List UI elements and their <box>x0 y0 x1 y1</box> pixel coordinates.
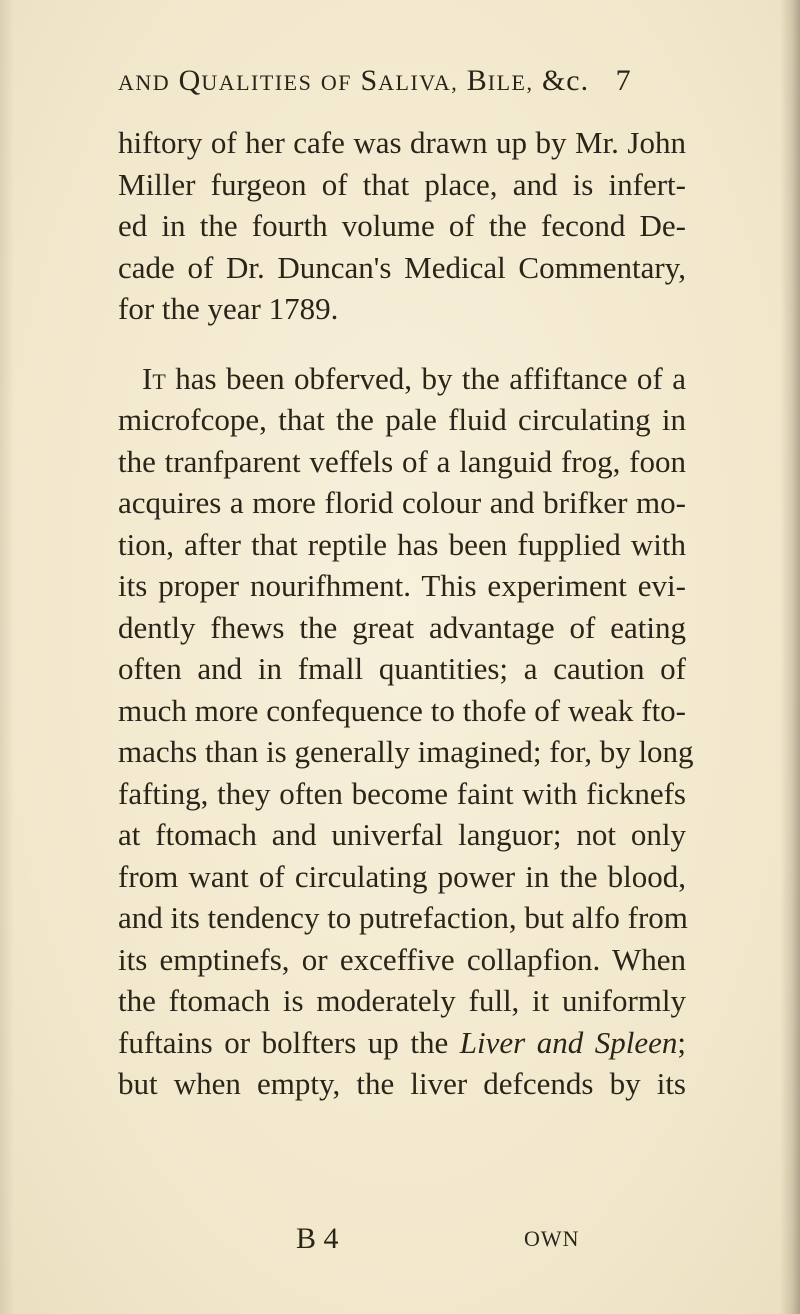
running-head-of: OF <box>320 70 352 95</box>
page-binding-shadow <box>780 0 800 1314</box>
page-number: 7 <box>615 64 632 97</box>
italic-phrase: Liver and Spleen <box>459 1024 678 1060</box>
text-line: microfcope, that the pale fluid circulating in <box>118 402 686 437</box>
running-head-lead: AND <box>118 70 171 95</box>
text-line-start: fuftains or bolfters up the <box>118 1024 449 1060</box>
text-line: the tranfparent veffels of a languid frog, foon <box>118 443 686 479</box>
signature-mark: B 4 <box>296 1222 339 1255</box>
running-head-q: Q <box>178 64 202 97</box>
paragraph-first-line-rest: has been obferved, by the affiftance of a <box>175 360 686 396</box>
running-head-s: S <box>360 64 379 97</box>
text-line: often and in fmall quantities; a caution of <box>118 651 686 686</box>
text-line: hiftory of her cafe was drawn up by Mr. John <box>118 125 686 160</box>
running-head-etc: &c. <box>541 64 590 97</box>
text-line: much more confequence to thofe of weak fto- <box>118 692 686 728</box>
text-line: for the year 1789. <box>118 291 339 326</box>
paragraph-gap <box>118 330 686 358</box>
running-head-b: B <box>466 64 488 97</box>
text-line: fafting, they often become faint with ficknefs <box>118 775 686 811</box>
text-line: but when empty, the liver defcends by its <box>118 1066 686 1101</box>
body-text <box>118 122 694 1105</box>
page-left-shadow <box>0 0 14 1314</box>
running-head-qrest: UALITIES <box>201 70 313 95</box>
text-line: ed in the fourth volume of the fecond De- <box>118 208 686 243</box>
paragraph-first-word: It <box>142 360 166 396</box>
text-line: acquires a more florid colour and brifker mo- <box>118 485 686 520</box>
text-line: dently fhews the great advantage of eating <box>118 609 686 645</box>
text-line: and its tendency to putrefaction, but alfo from <box>118 900 688 935</box>
page-footer <box>296 1222 626 1256</box>
text-line: from want of circulating power in the blood, <box>118 858 686 894</box>
text-line: machs than is generally imagined; for, by long <box>118 734 694 769</box>
text-line: the ftomach is moderately full, it uniformly <box>118 983 686 1018</box>
text-line: tion, after that reptile has been fupplied with <box>118 526 686 562</box>
text-line: Miller furgeon of that place, and is infert- <box>118 166 686 202</box>
text-line-with-italic <box>118 1022 686 1064</box>
catchword: OWN <box>524 1226 580 1251</box>
running-head <box>118 64 678 98</box>
paragraph-opening-line <box>118 358 686 400</box>
text-line: its proper nourifhment. This experiment evi- <box>118 568 686 603</box>
running-head-srest: ALIVA, <box>378 70 459 95</box>
text-line: cade of Dr. Duncan's Medical Commentary, <box>118 249 686 285</box>
running-head-brest: ILE, <box>487 70 534 95</box>
text-line: its emptinefs, or exceffive collapfion. When <box>118 941 686 977</box>
text-line-end: ; <box>677 1024 686 1060</box>
text-line: at ftomach and univerfal languor; not only <box>118 817 686 852</box>
